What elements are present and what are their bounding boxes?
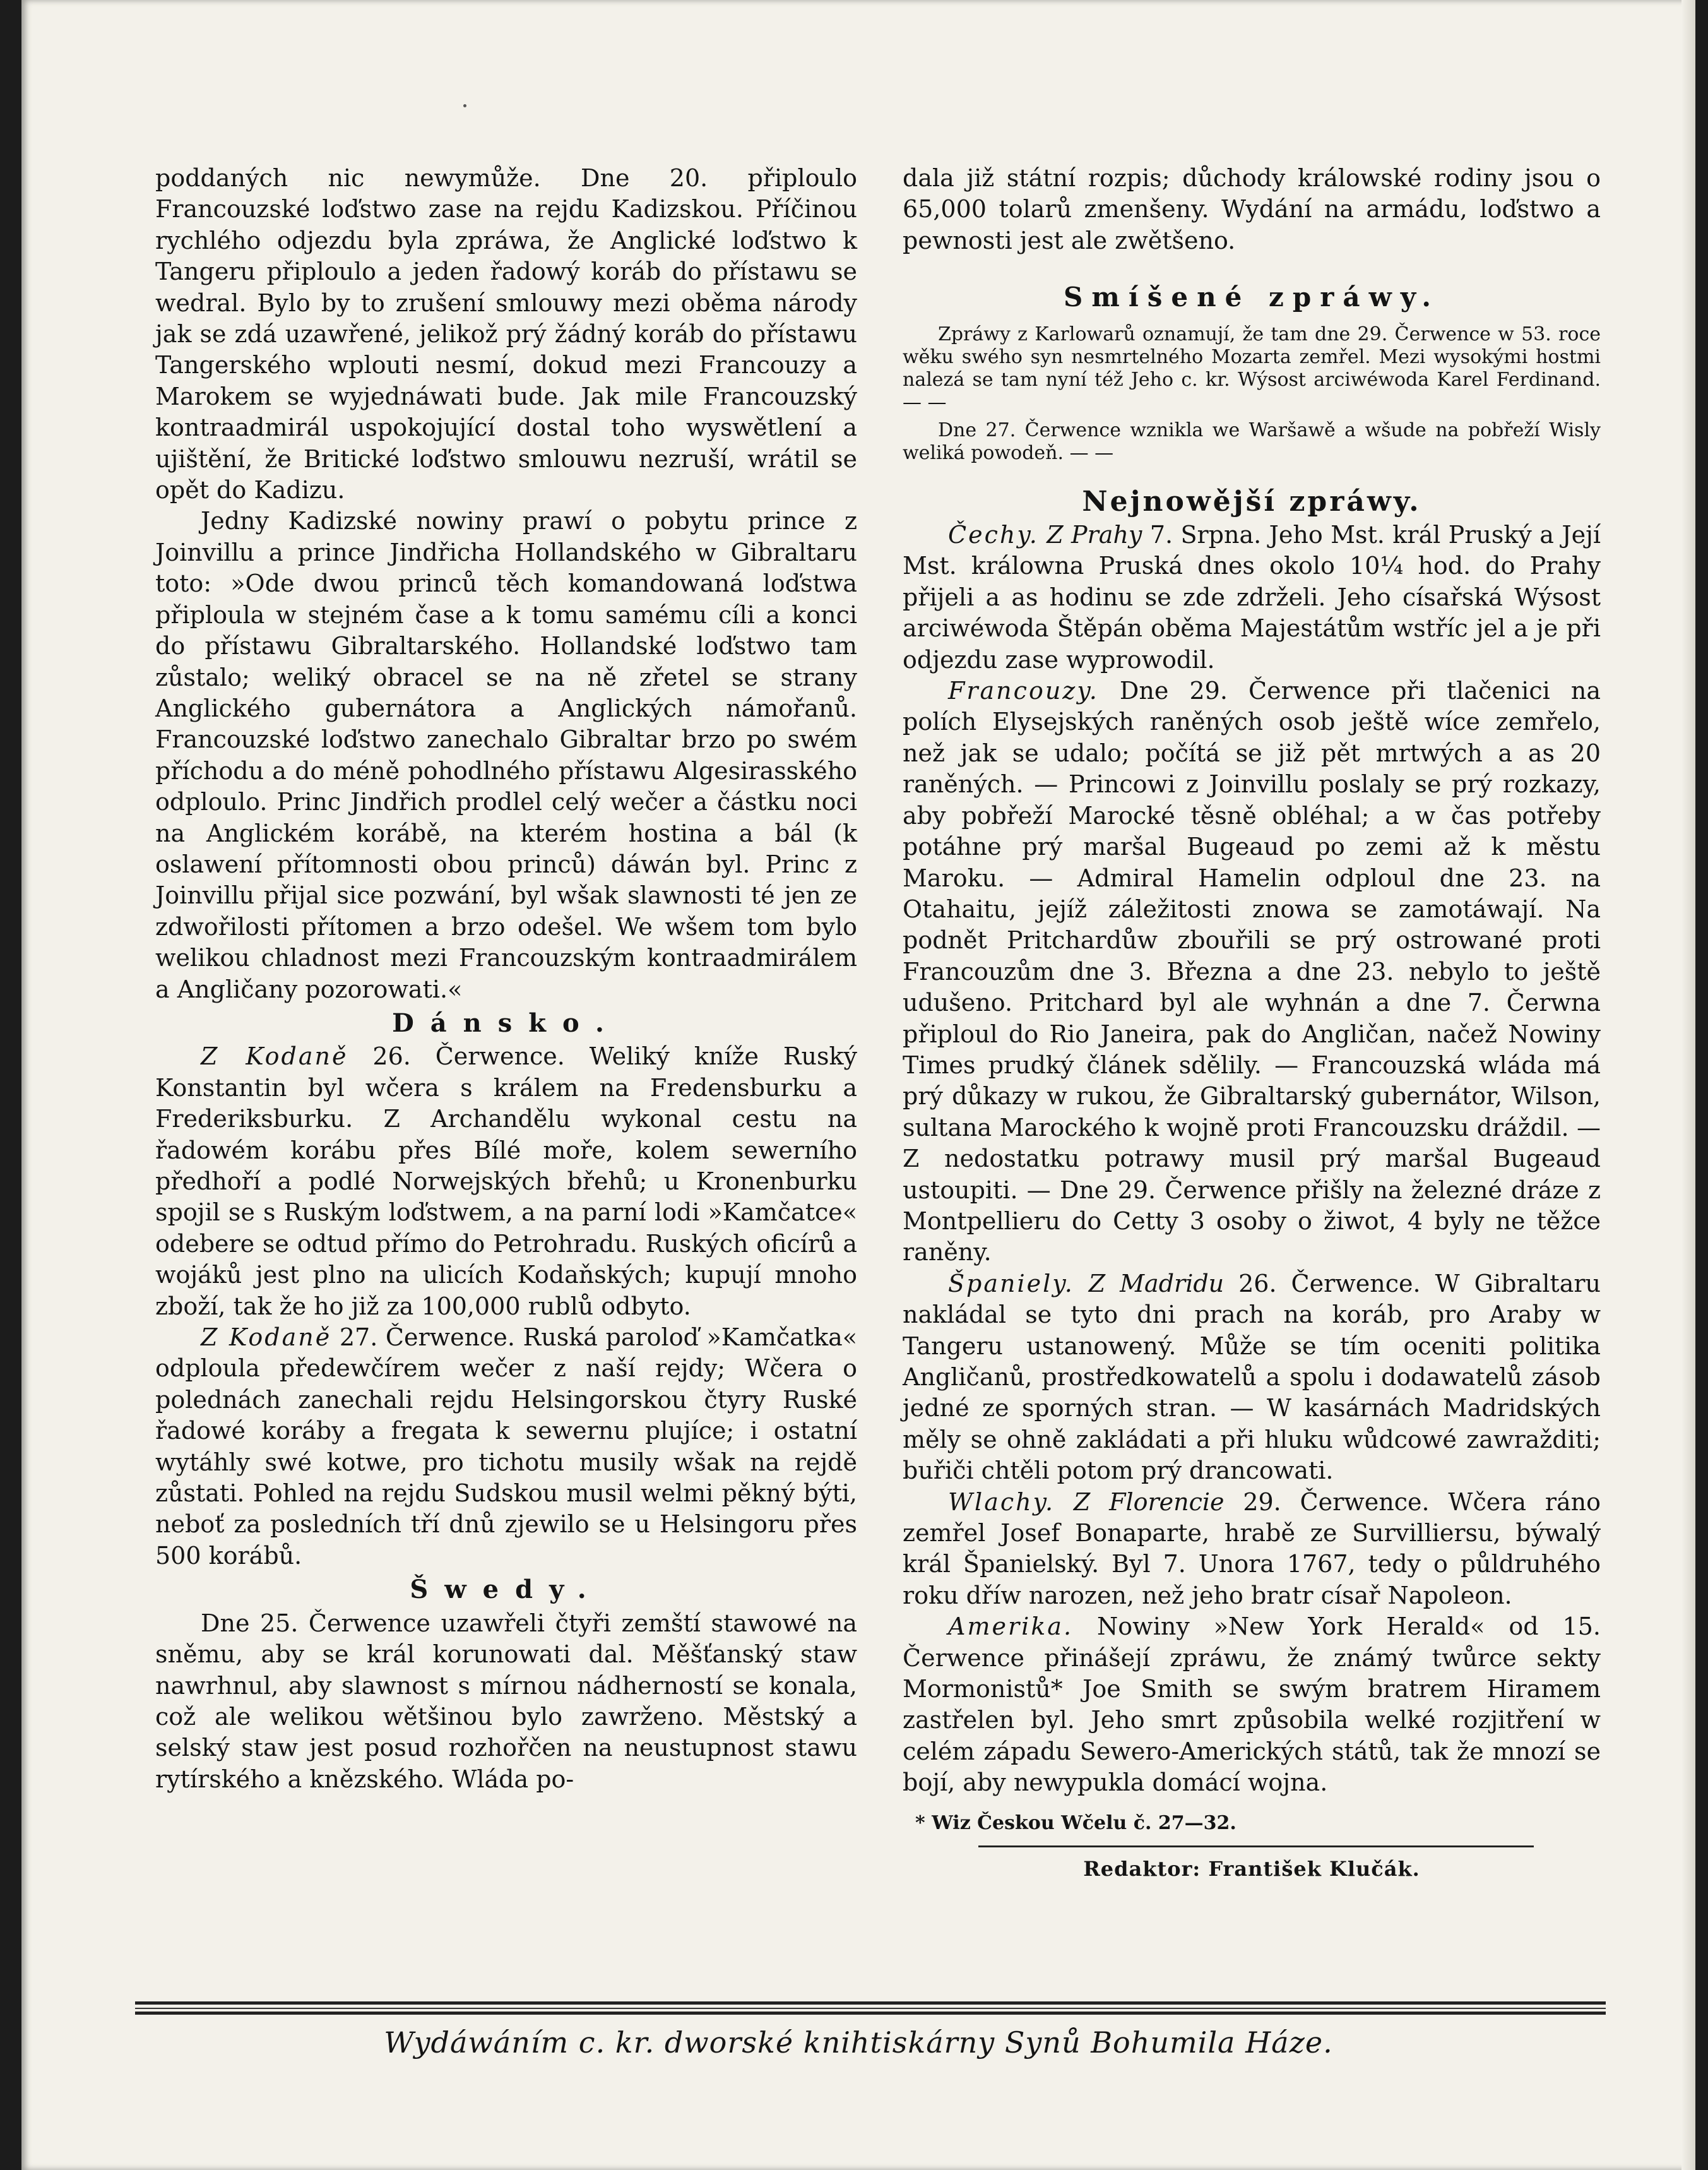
editor-line: Redaktor: František Klučák.	[1083, 1856, 1420, 1881]
newest-item-cechy	[903, 520, 1601, 676]
dansko-item-2-place: Z Kodaně	[201, 1323, 332, 1352]
newest-item-cechy-place: Čechy.	[948, 521, 1039, 549]
dansko-item-2-text: 27. Čerwence. Ruská paroloď »Kamčatka« odploula předewčírem wečer z naší rejdy; Wčera o polednách zanechali rejdu Helsingorskou čtyry Ruské řadowé koráby a fregata k sewernu plujíce; i ostatní wytáhly swé kotwe, pro tichotu musily wšak na rejdě zůstati. Pohled na rejdu Sudskou musil welmi pěkný býti, neboť za posledních tří dnů zjewilo se u Helsingoru přes 500 korábů.	[155, 1323, 858, 1570]
heading-dansko: Dánsko.	[392, 1008, 620, 1038]
right-column	[903, 163, 1601, 1885]
mixed-news-item-1: Zpráwy z Karlowarů oznamují, že tam dne 29. Čerwence w 53. roce wěku swého syn nesmrtelného Mozarta zemřel. Mezi wysokými hostmi nalezá se tam nyní též Jeho c. kr. Wýsost arciwéwoda Karel Ferdinand. — —	[903, 323, 1601, 414]
newest-item-amerika-text: Nowiny »New York Herald« od 15. Čerwence přinášejí zpráwu, že známý twůrce sekty Mormonistů* Joe Smith se swým bratrem Hiramem zastřelen byl. Jeho smrt způsobila welké rozjitření w celém západu Sewero-Amerických států, tak že mnozí se bojí, aby newypukla domácí wojna.	[903, 1613, 1601, 1797]
newest-item-wlachy-sub: Z Florencie	[1073, 1487, 1225, 1516]
editor-rule	[978, 1845, 1534, 1847]
newest-item-spaniely-place: Španiely.	[948, 1269, 1074, 1297]
newest-item-spaniely-text: 26. Čerwence. W Gibraltaru nakládal se tyto dni prach na koráb, pro Araby w Tangeru ustanowený. Může se tím oceniti politika Angličanů, prostředkowatelů a spolu i dodawatelů zásob jedné ze sporných stran. — W kasárnách Madridských měly se ohně zakládati a při hluku wůdcowé zawražditi; buřiči chtěli potom prý drancowati.	[903, 1269, 1601, 1485]
dansko-item-1-text: 26. Čerwence. Weliký kníže Ruský Konstantin byl wčera s králem na Fredensburku a Frederiksburku. Z Archandělu wykonal cestu na řadowém korábu přes Bílé moře, kolem sewerního předhoří a podlé Norwejských břehů; u Kronenburku spojil se s Ruským loďstwem, a na parní lodi »Kamčatce« odebere se odtud přímo do Petrohradu. Ruských oficírů a wojáků jest plno na ulicích Kodaňských; kupují mnoho zboží, tak že ho již za 100,000 rublů odbyto.	[155, 1042, 857, 1320]
newest-item-francouzy	[903, 676, 1601, 1268]
right-paragraph-1: dala již státní rozpis; důchody králowské rodiny jsou o 65,000 tolarů zmenšeny. Wydání na armádu, loďstwo a pewnosti jest ale zwětšeno.	[903, 164, 1601, 254]
newest-item-amerika-place: Amerika.	[948, 1613, 1074, 1641]
newest-item-cechy-sub: Z Prahy	[1047, 521, 1142, 549]
footnote: * Wiz Českou Wčelu č. 27—32.	[915, 1811, 1237, 1834]
bottom-rule-line-3	[135, 2012, 1606, 2015]
heading-swedy: Šwedy.	[410, 1575, 603, 1605]
bottom-rule	[135, 2001, 1606, 2015]
newest-item-wlachy-place: Wlachy.	[948, 1487, 1055, 1516]
bottom-rule-line-2	[135, 2008, 1606, 2009]
mixed-news-block	[903, 323, 1601, 465]
dansko-item-2	[155, 1322, 857, 1571]
bottom-rule-line-1	[135, 2001, 1606, 2005]
newest-item-spaniely-sub: Z Madridu	[1088, 1269, 1225, 1297]
newest-item-francouzy-place: Francouzy.	[948, 677, 1099, 705]
heading-mixed-news: Smíšené zpráwy.	[1064, 282, 1440, 313]
left-paragraph-1: poddaných nic newymůže. Dne 20. připloulo Francouzské loďstwo zase na rejdu Kadizskou. Příčinou rychlého odjezdu byla zpráwa, že Anglické loďstwo k Tangeru připloulo a jeden řadowý koráb do přístawu se wedral. Bylo by to zrušení smlouwy mezi oběma národy jak se zdá uzawřené, jelikož prý žádný koráb do přístawu Tangerského wplouti nesmí, dokud mezi Francouzy a Marokem se wyjednáwati bude. Jak mile Francouzský kontraadmirál uspokojující dostal toho wyswětlení a ujištění, že Britické loďstwo smlouwu nezruší, wrátil se opět do Kadizu.	[155, 164, 857, 504]
heading-newest-news: Nejnowější zpráwy.	[1082, 485, 1421, 518]
newest-item-wlachy	[903, 1487, 1601, 1612]
newest-item-amerika	[903, 1611, 1601, 1798]
mixed-news-item-2: Dne 27. Čerwence wznikla we Waršawě a wšude na pobřeží Wisly weliká powodeň. — —	[903, 419, 1601, 464]
page-edge	[1681, 0, 1695, 2170]
newest-item-wlachy-text: 29. Čerwence. Wčera ráno zemřel Josef Bonaparte, hrabě ze Survilliersu, býwalý král Španielský. Byl 7. Unora 1767, tedy o půldruhého roku dříw narozen, než jeho bratr císař Napoleon.	[903, 1487, 1601, 1609]
left-column	[155, 163, 857, 1795]
dansko-item-1-place: Z Kodaně	[201, 1042, 348, 1071]
newest-item-spaniely	[903, 1268, 1601, 1487]
newest-item-cechy-text: 7. Srpna. Jeho Mst. král Pruský a Její Mst. králowna Pruská dnes okolo 10¼ hod. do Prahy přijeli a as hodinu se zde zdrželi. Jeho císařská Wýsost arciwéwoda Štěpán oběma Majestátům wstříc jel a je při odjezdu zase wyprowodil.	[903, 521, 1601, 674]
print-speck	[463, 104, 466, 107]
newspaper-page	[21, 0, 1695, 2170]
left-paragraph-2: Jedny Kadizské nowiny prawí o pobytu prince z Joinvillu a prince Jindřicha Hollandského w Gibraltaru toto: »Ode dwou princů těch komandowaná loďstwa připloula w stejném čase a k tomu samému cíli a konci do přístawu Gibraltarského. Hollandské loďstwo tam zůstalo; weliký obracel se na ně zřetel se strany Anglického gubernátora a Anglických námořanů. Francouzské loďstwo zanechalo Gibraltar brzo po swém příchodu a do méně pohodlného přístawu Algesirasského odploulo. Princ Jindřich prodlel celý wečer a částku noci na Anglickém korábě, na kterém hostina a bál (k oslawení přítomnosti obou princů) dáwán byl. Princ z Joinvillu přijal sice pozwání, byl wšak slawnosti té jen ze zdwořilosti přítomen a brzo odešel. We wšem tom bylo welikou chladnost mezi Francouzským kontraadmirálem a Angličany pozorowati.«	[155, 507, 857, 1003]
publisher-imprint: Wydáwáním c. kr. dworské knihtiskárny Synů Bohumila Háze.	[384, 2025, 1333, 2060]
swedy-item-1: Dne 25. Čerwence uzawřeli čtyři zemští stawowé na sněmu, aby se král korunowati dal. Měšťanský staw nawrhnul, aby slawnost s mírnou nádherností se konala, což ale welikou wětšinou bylo zawrženo. Městský a selský staw jest posud rozhořčen na neustupnost stawu rytírského a knězského. Wláda po-	[155, 1609, 857, 1793]
newest-item-francouzy-text: Dne 29. Čerwence při tlačenici na polích Elysejských raněných osob ještě wíce zemřelo, než jak se udalo; počítá se již pět mrtwých a as 20 raněných. — Princowi z Joinvillu poslaly se prý rozkazy, aby pobřeží Marocké těsně obléhal; a w čas potřeby potáhne prý maršal Bugeaud po zemi až k městu Maroku. — Admiral Hamelin odploul dne 23. na Otahaitu, jejíž záležitosti znowa se zamotáwají. Na podnět Pritchardůw zbouřili se prý ostrowané proti Francouzům dne 3. Března a dne 23. nebylo to ještě udušeno. Pritchard byl ale wyhnán a dne 7. Čerwna připloul do Rio Janeira, pak do Angličan, načež Nowiny Times prudký článek sdělily. — Francouzská wláda má prý důkazy w rukou, že Gibraltarský gubernátor, Wilson, sultana Marockého k wojně proti Francouzsku dráždil. — Z nedostatku potrawy musil prý maršal Bugeaud ustoupiti. — Dne 29. Čerwence přišly na železné dráze z Montpellieru do Cetty 3 osoby o žiwot, 4 byly ne těžce raněny.	[903, 677, 1601, 1267]
dansko-item-1	[155, 1041, 857, 1322]
